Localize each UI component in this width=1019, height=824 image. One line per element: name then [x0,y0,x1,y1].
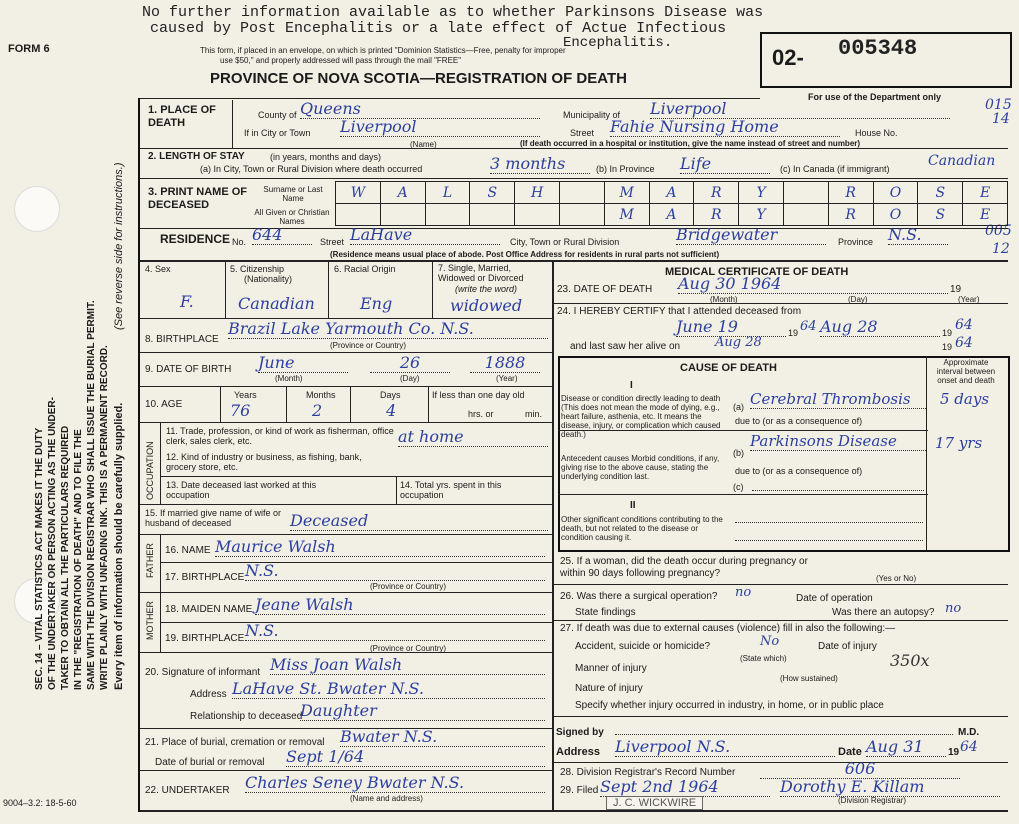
burial-date: Sept 1/64 [286,748,545,767]
street-value: Fahie Nursing Home [610,118,840,137]
stay-a-label: (a) In City, Town or Rural Division where death occurred [200,164,423,174]
name-grid [335,181,1007,225]
q28-value: 606 [760,760,960,779]
citizenship-value: Canadian [238,294,315,313]
father-bp-sub: (Province or Country) [370,582,447,591]
name-grid-cell: S [917,203,963,226]
code-value: 350x [890,651,930,670]
how-sustained-sub: (How sustained) [780,674,838,683]
spouse-value: Deceased [290,512,548,531]
dept-code-b: 14 [992,111,1010,127]
birthplace-label: 8. BIRTHPLACE [145,334,219,345]
stay-a-value: 3 months [490,155,590,174]
burial-place: Bwater N.S. [340,728,545,747]
mother-bp-label: 19. BIRTHPLACE [165,633,245,644]
name-grid-cell [559,181,605,204]
name-grid-cell [559,203,605,226]
other-line-1 [735,522,923,523]
city-value: Liverpool [340,118,540,137]
last-seen-19: 19 [942,342,953,352]
reg-prefix: 02- [772,45,804,70]
envelope-note-1: This form, if placed in an envelope, on which is printed "Dominion Statistics—Free, penalty for improper [200,46,566,55]
name-grid-cell: S [917,181,963,204]
age-days: 4 [386,401,397,420]
date-operation-label: Date of operation [796,593,873,604]
q29-label: 29. Filed [560,785,599,796]
name-grid-cell: L [425,181,471,204]
citizenship-sub: (Nationality) [244,274,293,284]
roman-i: I [630,380,633,391]
name-grid-cell: R [693,203,739,226]
name-grid-cell: A [649,203,695,226]
citizenship-label: 5. Citizenship [230,264,285,274]
father-name-value: Maurice Walsh [215,538,545,557]
undertaker-value: Charles Seney Bwater N.S. [245,774,545,793]
dob-year-sub: (Year) [496,374,518,383]
stay-b-label: (b) In Province [596,164,655,174]
q25-label: 25. If a woman, did the death occur during pregnancy or within 90 days following pregnancy? [560,556,808,579]
mother-side-label: MOTHER [145,601,155,640]
q24-fromyr: 64 [800,319,817,334]
dob-label: 9. DATE OF BIRTH [145,364,232,375]
q24-19b: 19 [942,328,953,338]
state-which-sub: (State which) [740,654,787,663]
father-bp-value: N.S. [245,562,545,581]
residence-city-value: Bridgewater [676,226,826,245]
cause-c-marker: (c) [733,482,744,492]
cert-date: Aug 31 [866,738,946,757]
name-grid-cell: M [604,203,650,226]
hospital-note: (If death occurred in a hospital or institution, give the name instead of street and number) [520,139,861,148]
findings-label: State findings [575,607,636,618]
municipality-value: Liverpool [650,100,950,119]
mother-name-value: Jeane Walsh [255,596,545,615]
registrar-sub: (Division Registrar) [838,796,907,805]
name-grid-cell: O [873,203,919,226]
dob-day: 26 [370,354,450,373]
other-conditions-label: Other significant conditions contributing to the death, but not related to the disease or condition causing it. [561,515,723,542]
vertical-note: Every item of information should be carefully supplied. [113,402,125,690]
interval-b: 17 yrs [935,434,983,452]
name-grid-cell: H [514,181,560,204]
dob-year: 1888 [470,354,540,373]
min-label: min. [525,409,543,419]
residence-no-label: No. [232,237,247,247]
specify-label: Specify whether injury occurred in industry, in home, or in public place [575,700,884,711]
dept-code-d: 12 [992,241,1010,257]
q23-day-sub: (Day) [848,295,868,304]
county-label: County of [258,110,297,120]
age-label: 10. AGE [145,399,183,410]
industry-label: 12. Kind of industry or business, as fishing, bank, grocery store, etc. [166,452,362,472]
q24-19a: 19 [788,328,799,338]
accident-label: Accident, suicide or homicide? [575,641,711,652]
name-grid-cell: Y [738,203,784,226]
name-grid-cell: A [380,181,426,204]
less-than-day-label: If less than one day old [432,390,525,400]
form-number: FORM 6 [8,43,50,55]
manner-label: Manner of injury [575,663,647,674]
trade-label: 11. Trade, profession, or kind of work as fisherman, office clerk, sales clerk, etc. [166,426,394,446]
q23-19: 19 [950,284,962,295]
registrar-stamp [606,796,703,810]
informant-label: 20. Signature of informant [145,667,261,678]
dob-day-sub: (Day) [400,374,420,383]
last-worked-label: 13. Date deceased last worked at this occupation [166,480,317,500]
city-name-sub: (Name) [410,140,437,149]
stay-sub: (in years, months and days) [270,152,382,162]
md-label: M.D. [958,727,980,738]
last-seen-label: and last saw her alive on [570,341,681,352]
cert-date-yr: 64 [960,739,978,755]
given-label: All Given or Christian Names [254,208,330,226]
name-grid-cell: R [828,203,874,226]
typed-note-line-1: No further information available as to whether Parkinsons Disease was [142,4,764,21]
reg-number: 005348 [838,36,918,61]
form-title: PROVINCE OF NOVA SCOTIA—REGISTRATION OF DEATH [210,70,627,87]
q24-from: June 19 [676,318,786,337]
name-grid-cell [783,203,829,226]
birthplace-sub: (Province or Country) [330,341,407,350]
q24-label: 24. I HEREBY CERTIFY that I attended deceased from [557,306,802,317]
stay-c-label: (c) In Canada (if immigrant) [780,164,890,174]
physician-signature [615,716,953,735]
informant-addr: LaHave St. Bwater N.S. [232,680,545,699]
mother-bp-sub: (Province or Country) [370,644,447,653]
race-value: Eng [360,294,393,313]
name-grid-cell: E [962,181,1008,204]
spouse-label: 15. If married give name of wife or husband of deceased [145,508,282,528]
undertaker-label: 22. UNDERTAKER [145,785,230,796]
residence-note: (Residence means usual place of abode. Post Office Address for residents in rural parts not sufficient) [330,250,720,259]
q28-label: 28. Division Registrar's Record Number [560,767,736,778]
days-label: Days [380,390,401,400]
municipality-label: Municipality of [563,110,621,120]
occupation-side-label: OCCUPATION [145,441,155,500]
q27-label: 27. If death was due to external causes (violence) fill in also the following:— [560,623,896,634]
cause-title: CAUSE OF DEATH [680,362,777,374]
q24-toyr: 64 [955,317,973,333]
birthplace-value: Brazil Lake Yarmouth Co. N.S. [228,320,548,339]
cause-a-value: Cerebral Thrombosis [750,390,926,409]
name-grid-cell: W [335,181,381,204]
name-grid-cell: M [604,181,650,204]
father-name-label: 16. NAME [165,545,211,556]
race-label: 6. Racial Origin [334,264,396,274]
physician-address: Liverpool N.S. [615,738,835,757]
name-grid-cell: O [873,181,919,204]
informant-addr-label: Address [190,689,227,700]
other-line-2 [735,540,923,541]
q26-label: 26. Was there a surgical operation? [560,591,718,602]
name-label: 3. PRINT NAME OF DECEASED [148,186,248,211]
q23-label: 23. DATE OF DEATH [557,284,653,295]
marital-label: 7. Single, Married, Widowed or Divorced [438,263,524,283]
informant-rel: Daughter [300,702,545,721]
name-grid-cell: R [828,181,874,204]
vertical-note-2: (See reverse side for instructions.) [113,162,125,330]
burial-label: 21. Place of burial, cremation or removal [145,737,325,748]
cause-c-line [752,490,924,491]
name-grid-cell: R [693,181,739,204]
signed-label: Signed by [556,727,604,738]
informant-sig: Miss Joan Walsh [270,656,545,675]
informant-rel-label: Relationship to deceased [190,711,303,722]
sex-label: 4. Sex [145,264,171,274]
sex-value: F. [180,292,194,311]
name-grid-cell [335,203,381,226]
form-footer: 9004–3.2: 18-5-60 [3,798,77,808]
months-label: Months [306,390,336,400]
dept-use-label: For use of the Department only [808,92,942,102]
stay-label: 2. LENGTH OF STAY [148,151,245,162]
law-text-4: IN THE "REGISTRATION OF DEATH" AND TO FILE THE [73,429,84,690]
trade-value: at home [398,428,548,447]
autopsy-label: Was there an autopsy? [832,607,935,618]
residence-label: RESIDENCE [160,232,231,246]
name-grid-cell [514,203,560,226]
accident-value: No [760,634,780,649]
name-grid-cell: S [469,181,515,204]
cert-date-19: 19 [948,747,960,758]
hrs-label: hrs. or [468,409,494,419]
q23-year-sub: (Year) [958,295,980,304]
registrar-stamp-text: J. C. WICKWIRE [613,797,697,809]
interval-a: 5 days [940,390,990,408]
mother-name-label: 18. MAIDEN NAME [165,604,253,615]
q23-month-sub: (Month) [710,295,738,304]
date-injury-label: Date of injury [818,641,877,652]
law-text-2: OF THE UNDERTAKER OR PERSON ACTING AS THE UNDER- [47,397,58,690]
law-text-5: SAME WITH THE DIVISION REGISTRAR WHO SHALL ISSUE THE BURIAL PERMIT. [86,300,97,690]
autopsy-value: no [945,601,962,616]
envelope-note-2: use $50," and properly addressed will pass through the mail "FREE" [220,56,462,65]
years-label: Years [234,390,257,400]
marital-value: widowed [450,296,523,315]
age-months: 2 [312,401,323,420]
registrar-signature: Dorothy E. Killam [780,778,1000,797]
cause-b-value: Parkinsons Disease [750,432,926,451]
surname-label: Surname or Last Name [263,185,323,203]
filed-date: Sept 2nd 1964 [600,778,770,797]
q23-value: Aug 30 1964 [678,275,948,294]
burial-date-label: Date of burial or removal [155,757,265,768]
name-grid-cell [469,203,515,226]
cause-b-marker: (b) [733,448,744,458]
stay-b-value: Life [680,155,770,174]
residence-city-label: City, Town or Rural Division [510,237,620,247]
roman-ii: II [630,500,636,511]
house-label: House No. [855,128,898,138]
age-years: 76 [230,401,251,420]
dob-month-sub: (Month) [275,374,303,383]
city-label: If in City or Town [244,128,311,138]
name-grid-cell [380,203,426,226]
address-label: Address [556,746,601,758]
residence-no-value: 644 [252,226,312,245]
mother-bp-value: N.S. [245,622,545,641]
last-seen-yr: 64 [955,335,973,351]
typed-note-line-2: caused by Post Encephalitis or a late effect of Actue Infectious [150,20,727,37]
county-value: Queens [300,100,540,119]
law-text-3: TAKER TO OBTAIN ALL THE PARTICULARS REQUIRED [60,425,71,690]
q24-to: Aug 28 [820,318,940,337]
street-label: Street [570,128,595,138]
punch-hole-top [14,186,60,232]
dept-code-c: 005 [985,223,1012,239]
dept-code-a: 015 [985,97,1012,113]
law-text-6: WRITE PLAINLY WITH UNFADING INK. THIS IS A PERMANENT RECORD. [99,345,110,690]
residence-prov-value: N.S. [888,226,948,245]
stay-c-value: Canadian [928,153,996,169]
due-to-b: due to (or as a consequence of) [735,466,863,476]
last-seen-date: Aug 28 [715,335,762,350]
dob-month: June [258,354,348,373]
nature-label: Nature of injury [575,683,643,694]
date-label: Date [838,746,862,758]
yes-no-sub: (Yes or No) [876,574,917,583]
due-to-a: due to (or as a consequence of) [735,416,863,426]
father-side-label: FATHER [145,543,155,578]
interval-label: Approximate interval between onset and death [936,358,996,385]
marital-sub: (write the word) [455,284,518,294]
law-text-1: SEC. 14 – VITAL STATISTICS ACT MAKES IT THE DUTY [34,427,45,690]
name-grid-cell: A [649,181,695,204]
direct-cause-label: Disease or condition directly leading to death (This does not mean the mode of dying, e.g., heart failure, asthenia, etc. It means the disease, injury, or complication which caused death.) [561,394,721,439]
typed-note-line-3: Encephalitis. [563,35,673,51]
residence-street-value: LaHave [350,226,500,245]
q26-value: no [735,585,752,600]
undertaker-sub: (Name and address) [350,794,423,803]
name-grid-cell [783,181,829,204]
cause-a-marker: (a) [733,402,744,412]
antecedent-label: Antecedent causes Morbid conditions, if any, giving rise to the above cause, stating the underlying condition last. [561,454,720,481]
medical-title: MEDICAL CERTIFICATE OF DEATH [665,266,849,278]
total-years-label: 14. Total yrs. spent in this occupation [400,480,502,500]
name-grid-cell: Y [738,181,784,204]
name-grid-cell [425,203,471,226]
name-grid-cell: E [962,203,1008,226]
father-bp-label: 17. BIRTHPLACE [165,572,245,583]
residence-street-label: Street [320,237,345,247]
place-of-death-label: 1. PLACE OF DEATH [148,104,216,129]
residence-prov-label: Province [838,237,874,247]
